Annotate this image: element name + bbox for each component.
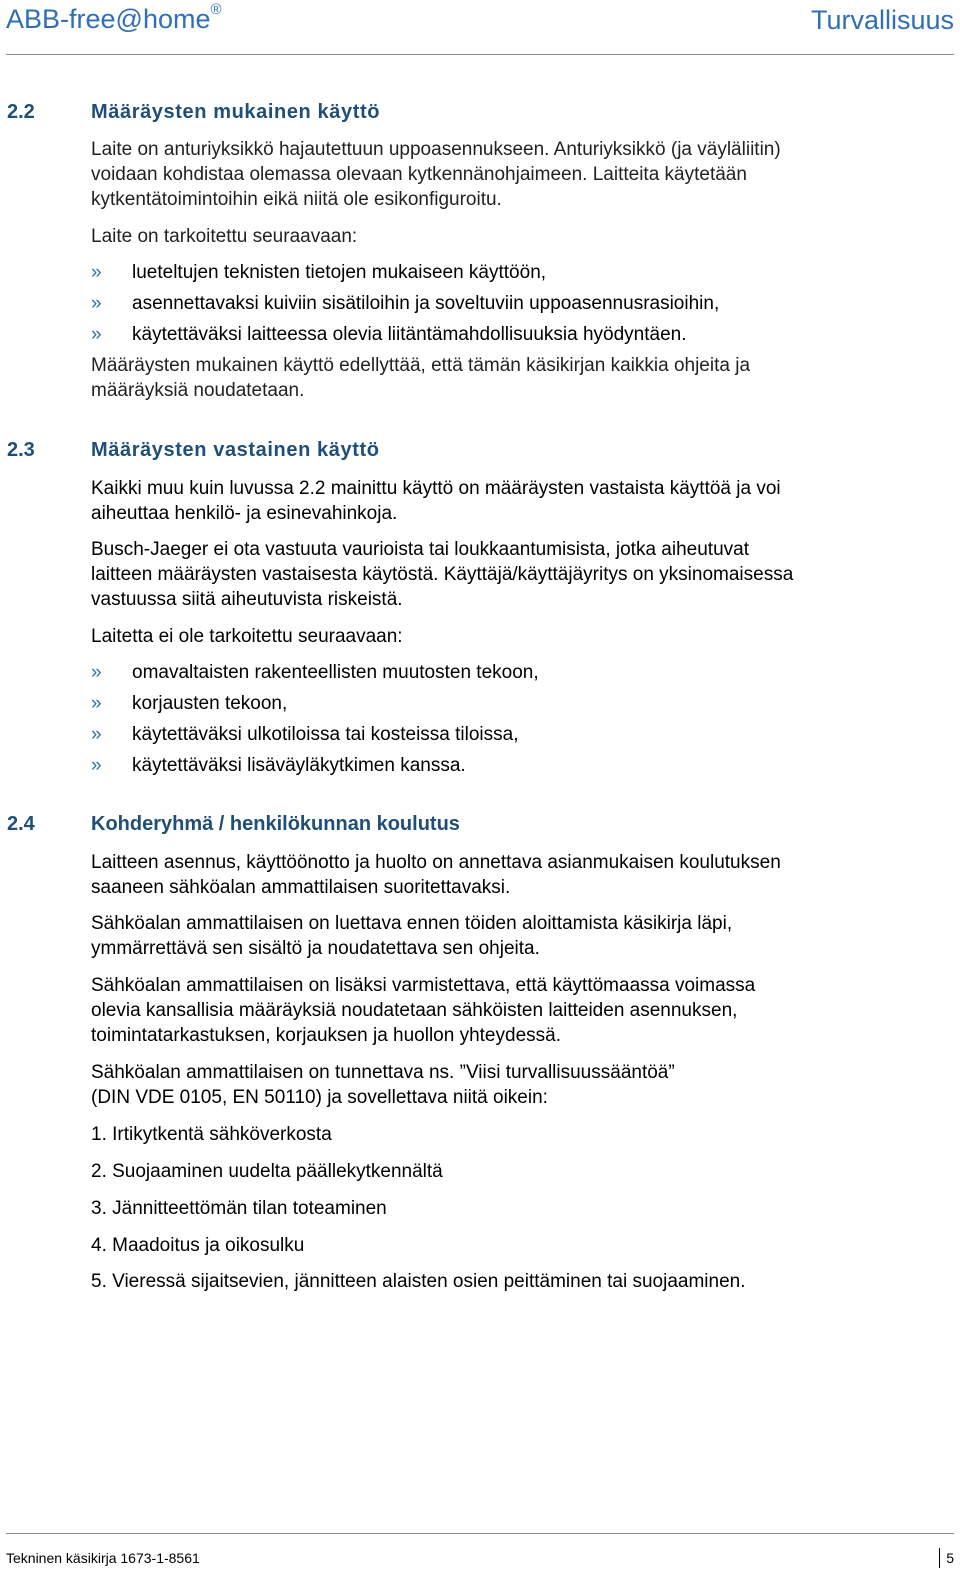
heading-number: 2.4 [7, 813, 35, 835]
paragraph: Laitetta ei ole tarkoitettu seuraavaan: [91, 626, 403, 647]
page-footer [6, 1533, 954, 1572]
paragraph: Laitteen asennus, käyttöönotto ja huolto on annettava asianmukaisen koulutuksen saaneen sähköalan ammattilaisen suoritettavaksi. [91, 852, 781, 898]
heading-2-2 [0, 101, 960, 131]
list-item: 1. Irtikytkentä sähköverkosta [91, 1124, 332, 1145]
paragraph: Sähköalan ammattilaisen on lisäksi varmistettava, että käyttömaassa voimassa olevia kansallisia määräyksiä noudatetaan sähköisten laitteiden asennuksen, toimintatarkastuksen, korjauksen ja huollon yhteydessä. [91, 975, 756, 1046]
list-item: 4. Maadoitus ja oikosulku [91, 1235, 305, 1256]
list-item: 5. Vieressä sijaitsevien, jännitteen alaisten osien peittäminen tai suojaaminen. [91, 1271, 746, 1292]
heading-number: 2.3 [7, 439, 35, 461]
paragraph: Kaikki muu kuin luvussa 2.2 mainittu käyttö on määräysten vastaista käyttöä ja voi aiheuttaa henkilö- ja esinevahinkoja. [91, 478, 781, 524]
list-item: » korjausten tekoon, [91, 693, 288, 714]
list-item: » käytettäväksi ulkotiloissa tai kosteissa tiloissa, [91, 724, 519, 745]
list-item: » käytettäväksi lisäväyläkytkimen kanssa. [91, 755, 466, 776]
paragraph: Laite on tarkoitettu seuraavaan: [91, 226, 358, 247]
bullet-icon: » [91, 324, 102, 345]
heading-2-3 [0, 439, 960, 469]
paragraph: Sähköalan ammattilaisen on tunnettava ns. ”Viisi turvallisuussääntöä” (DIN VDE 0105, EN 50110) ja sovellettava niitä oikein: [91, 1062, 675, 1108]
heading-title: Kohderyhmä / henkilökunnan koulutus [91, 813, 460, 835]
list-item: 2. Suojaaminen uudelta päällekytkennältä [91, 1161, 443, 1182]
paragraph: Busch-Jaeger ei ota vastuuta vaurioista tai loukkaantumisista, jotka aiheutuvat laitteen määräysten vastaisesta käytöstä. Käyttäjä/käyttäjäyritys on yksinomaisessa vastuussa siitä aiheutuvista riskeistä. [91, 539, 794, 610]
page-header [6, 0, 954, 55]
list-item: » lueteltujen teknisten tietojen mukaiseen käyttöön, [91, 262, 547, 283]
heading-2-4 [0, 813, 960, 843]
heading-title: Määräysten mukainen käyttö [91, 101, 381, 123]
list-item: » käytettäväksi laitteessa olevia liitäntämahdollisuuksia hyödyntäen. [91, 324, 687, 345]
paragraph: Määräysten mukainen käyttö edellyttää, että tämän käsikirjan kaikkia ohjeita ja määräyksiä noudatetaan. [91, 355, 751, 401]
section-name: Turvallisuus [810, 5, 954, 35]
bullet-icon: » [91, 755, 102, 776]
paragraph: Laite on anturiyksikkö hajautettuun uppoasennukseen. Anturiyksikkö (ja väyläliitin) voidaan kohdistaa olemassa olevaan kytkennänohjaimeen. Laitteita käytetään kytkentätoimintoihin eikä niitä ole esikonfiguroitu. [91, 139, 781, 210]
bullet-icon: » [91, 693, 102, 714]
bullet-icon: » [91, 293, 102, 314]
bullet-icon: » [91, 262, 102, 283]
brand-title: ABB-free@home® [6, 1, 222, 34]
registered-mark: ® [210, 1, 222, 18]
paragraph: Sähköalan ammattilaisen on luettava ennen töiden aloittamista käsikirja läpi, ymmärrettävä sen sisältö ja noudatettava sen ohjeita. [91, 913, 733, 959]
list-item: » omavaltaisten rakenteellisten muutosten tekoon, [91, 662, 539, 683]
document-id: Tekninen käsikirja 1673-1-8561 [6, 1550, 200, 1566]
page-number: 5 [939, 1548, 954, 1568]
list-item: » asennettavaksi kuiviin sisätiloihin ja soveltuviin uppoasennusrasioihin, [91, 293, 720, 314]
list-item: 3. Jännitteettömän tilan toteaminen [91, 1198, 387, 1219]
bullet-icon: » [91, 724, 102, 745]
bullet-icon: » [91, 662, 102, 683]
heading-number: 2.2 [7, 101, 35, 123]
heading-title: Määräysten vastainen käyttö [91, 439, 380, 461]
